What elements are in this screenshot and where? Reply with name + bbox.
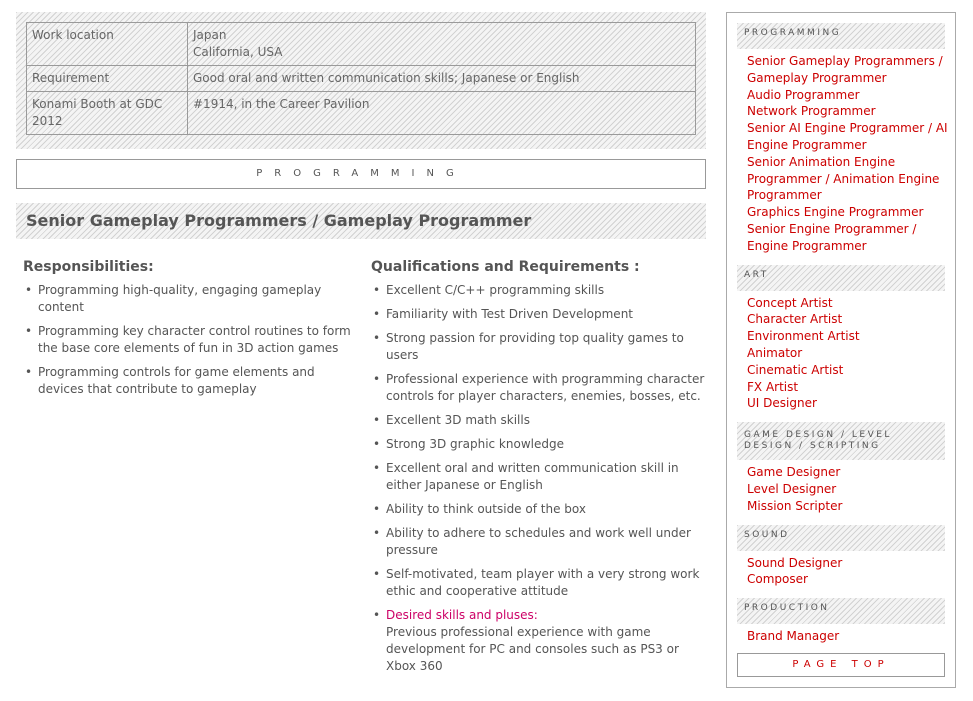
work-location-line: California, USA [193, 45, 283, 59]
responsibilities-heading: Responsibilities: [23, 259, 154, 275]
sidebar-link[interactable]: FX Artist [747, 379, 799, 394]
sidebar-link[interactable]: Network Programmer [747, 104, 876, 119]
list-item: • Strong passion for providing top quality games to users [371, 330, 711, 364]
sidebar-heading-programming: PROGRAMMING [737, 23, 945, 49]
sidebar-link[interactable]: Level Designer [747, 481, 837, 496]
sidebar-heading-production: PRODUCTION [737, 598, 945, 624]
sidebar-link[interactable]: Cinematic Artist [747, 362, 844, 377]
sidebar-link[interactable]: Game Designer [747, 465, 841, 480]
job-info-table [26, 22, 696, 135]
sidebar-heading-game-design: GAME DESIGN / LEVEL DESIGN / SCRIPTING [737, 422, 945, 460]
qualifications-list [371, 282, 711, 675]
job-info-box [16, 12, 706, 149]
sidebar-link[interactable]: Sound Designer [747, 555, 843, 570]
sidebar-link[interactable]: Animator [747, 345, 803, 360]
requirement-value: Good oral and written communication skills; Japanese or English [188, 66, 696, 92]
list-item: • Strong 3D graphic knowledge [371, 436, 711, 453]
desired-skills-item [371, 607, 711, 675]
sidebar-link[interactable]: Character Artist [747, 312, 843, 327]
table-row [27, 66, 696, 92]
list-item: • Programming high-quality, engaging gameplay content [23, 282, 363, 316]
responsibilities-column [23, 258, 363, 405]
production-links [727, 628, 955, 645]
list-item: • Professional experience with programming character controls for player characters, enemies, bosses, etc. [371, 371, 711, 405]
programming-links [727, 53, 955, 255]
sidebar-link[interactable]: Senior AI Engine Programmer / AI Engine Programmer [747, 121, 948, 152]
sidebar-link[interactable]: Brand Manager [747, 629, 840, 644]
sidebar-link[interactable]: Senior Animation Engine Programmer / Animation Engine Programmer [747, 154, 940, 203]
list-item: • Familiarity with Test Driven Development [371, 306, 711, 323]
sidebar-link[interactable]: Graphics Engine Programmer [747, 205, 924, 220]
sidebar-link[interactable]: Audio Programmer [747, 87, 860, 102]
work-location-value [188, 23, 696, 66]
list-item: • Excellent C/C++ programming skills [371, 282, 711, 299]
responsibilities-list [23, 282, 363, 398]
list-item: • Ability to think outside of the box [371, 501, 711, 518]
sidebar-heading-art: ART [737, 265, 945, 291]
programming-section-bar: PROGRAMMING [16, 159, 706, 189]
sidebar-heading-sound: SOUND [737, 525, 945, 551]
job-title: Senior Gameplay Programmers / Gameplay Programmer [26, 211, 532, 230]
sound-links [727, 555, 955, 589]
work-location-label: Work location [27, 23, 188, 66]
list-item: • Excellent 3D math skills [371, 412, 711, 429]
sidebar-link[interactable]: Composer [747, 572, 808, 587]
list-item: • Excellent oral and written communication skill in either Japanese or English [371, 460, 711, 494]
sidebar-link[interactable]: UI Designer [747, 396, 817, 411]
sidebar-link[interactable]: Senior Engine Programmer / Engine Programmer [747, 221, 917, 253]
job-category-sidebar [726, 12, 956, 688]
desired-skills-label: Desired skills and pluses: [386, 608, 538, 622]
list-item: • Programming controls for game elements and devices that contribute to gameplay [23, 364, 363, 398]
sidebar-link[interactable]: Concept Artist [747, 295, 833, 310]
list-item: • Ability to adhere to schedules and work well under pressure [371, 525, 711, 559]
work-location-line: Japan [193, 28, 227, 42]
booth-value: #1914, in the Career Pavilion [188, 92, 696, 135]
sidebar-link[interactable]: Mission Scripter [747, 498, 843, 513]
page-top-button[interactable]: PAGE TOP [737, 653, 945, 677]
art-links [727, 295, 955, 413]
sidebar-link[interactable]: Environment Artist [747, 329, 860, 344]
booth-label-line: 2012 [32, 114, 63, 128]
list-item: • Self-motivated, team player with a very strong work ethic and cooperative attitude [371, 566, 711, 600]
booth-label-line: Konami Booth at GDC [32, 97, 163, 111]
list-item: • Programming key character control routines to form the base core elements of fun in 3D action games [23, 323, 363, 357]
game-design-links [727, 464, 955, 514]
qualifications-column [371, 258, 711, 682]
sidebar-link[interactable]: Senior Gameplay Programmers / Gameplay Programmer [747, 54, 943, 85]
table-row [27, 92, 696, 135]
table-row [27, 23, 696, 66]
qualifications-heading: Qualifications and Requirements : [371, 259, 640, 275]
desired-skills-text: Previous professional experience with game development for PC and consoles such as PS3 or Xbox 360 [386, 625, 679, 673]
requirement-label: Requirement [27, 66, 188, 92]
job-title-bar [16, 203, 706, 239]
booth-label [27, 92, 188, 135]
